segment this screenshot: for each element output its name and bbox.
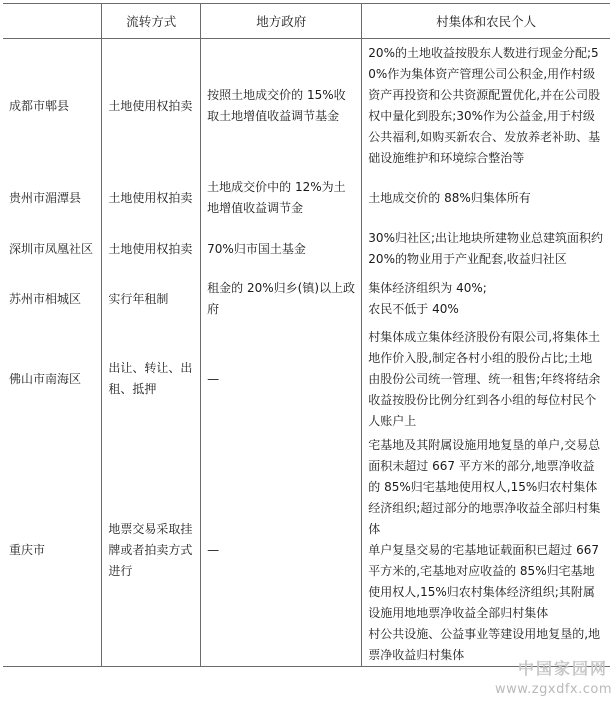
cell-region: 贵州市湄潭县 — [3, 173, 102, 223]
cell-village: 村集体成立集体经济股份有限公司,将集体土地作价入股,制定各村小组的股份占比;土地由股份公司统一管理、统一租售;年终将结余收益按股份比例分红到各小组的每位村民个人账户上 — [362, 323, 610, 435]
cell-region: 苏州市相城区 — [3, 275, 102, 323]
table-row — [3, 223, 610, 275]
cell-government: 土地成交价中的 12%为土地增值收益调节金 — [201, 173, 362, 223]
table-row — [3, 275, 610, 323]
table-row — [3, 323, 610, 435]
cell-region: 深圳市凤凰社区 — [3, 223, 102, 275]
cell-village: 集体经济组织为 40%; 农民不低于 40% — [362, 275, 610, 323]
cell-method: 地票交易采取挂牌或者拍卖方式进行 — [102, 435, 201, 667]
watermark-url: www.zgxdfx.com — [494, 682, 612, 697]
header-village: 村集体和农民个人 — [362, 4, 610, 39]
header-government: 地方政府 — [201, 4, 362, 39]
cell-method: 土地使用权拍卖 — [102, 39, 201, 174]
cell-method: 土地使用权拍卖 — [102, 223, 201, 275]
cell-government: — — [201, 323, 362, 435]
cell-government: — — [201, 435, 362, 667]
header-region — [3, 4, 102, 39]
cell-government: 按照土地成交价的 15%收取土地增值收益调节基金 — [201, 39, 362, 174]
cell-region: 重庆市 — [3, 435, 102, 667]
cell-region: 佛山市南海区 — [3, 323, 102, 435]
table-header-row — [3, 4, 610, 39]
cell-method: 实行年租制 — [102, 275, 201, 323]
table-row — [3, 435, 610, 667]
cell-region: 成都市郫县 — [3, 39, 102, 174]
cell-government: 租金的 20%归乡(镇)以上政府 — [201, 275, 362, 323]
cell-method: 出让、转让、出租、抵押 — [102, 323, 201, 435]
table-row — [3, 39, 610, 174]
cell-government: 70%归市国土基金 — [201, 223, 362, 275]
cell-village: 土地成交价的 88%归集体所有 — [362, 173, 610, 223]
cell-village: 宅基地及其附属设施用地复垦的单户,交易总面积未超过 667 平方米的部分,地票净收益的 85%归宅基地使用权人,15%归农村集体经济组织;超过部分的地票净收益全部归村集体 单户复垦交易的宅基地证载面积已超过 667 平方米的,宅基地对应收益的 85%归宅基地使用权人,15%归农村集体经济组织;其附属设施用地地票净收益全部归村集体 村公共设施、公益事业等建设用地复垦的,地票净收益归村集体 — [362, 435, 610, 667]
table-row — [3, 173, 610, 223]
cell-village: 30%归社区;出让地块所建物业总建筑面积约 20%的物业用于产业配套,收益归社区 — [362, 223, 610, 275]
cell-village: 20%的土地收益按股东人数进行现金分配;50%作为集体资产管理公司公积金,用作村级资产再投资和公共资源配置优化,并在公司股权中量化到股东;30%作为公益金,用于村级公共福利,如购买新农合、发放养老补助、基础设施维护和环境综合整治等 — [362, 39, 610, 174]
watermark-logo: 中国家园网 — [517, 659, 608, 678]
header-method: 流转方式 — [102, 4, 201, 39]
land-transfer-table — [3, 3, 610, 667]
cell-method: 土地使用权拍卖 — [102, 173, 201, 223]
